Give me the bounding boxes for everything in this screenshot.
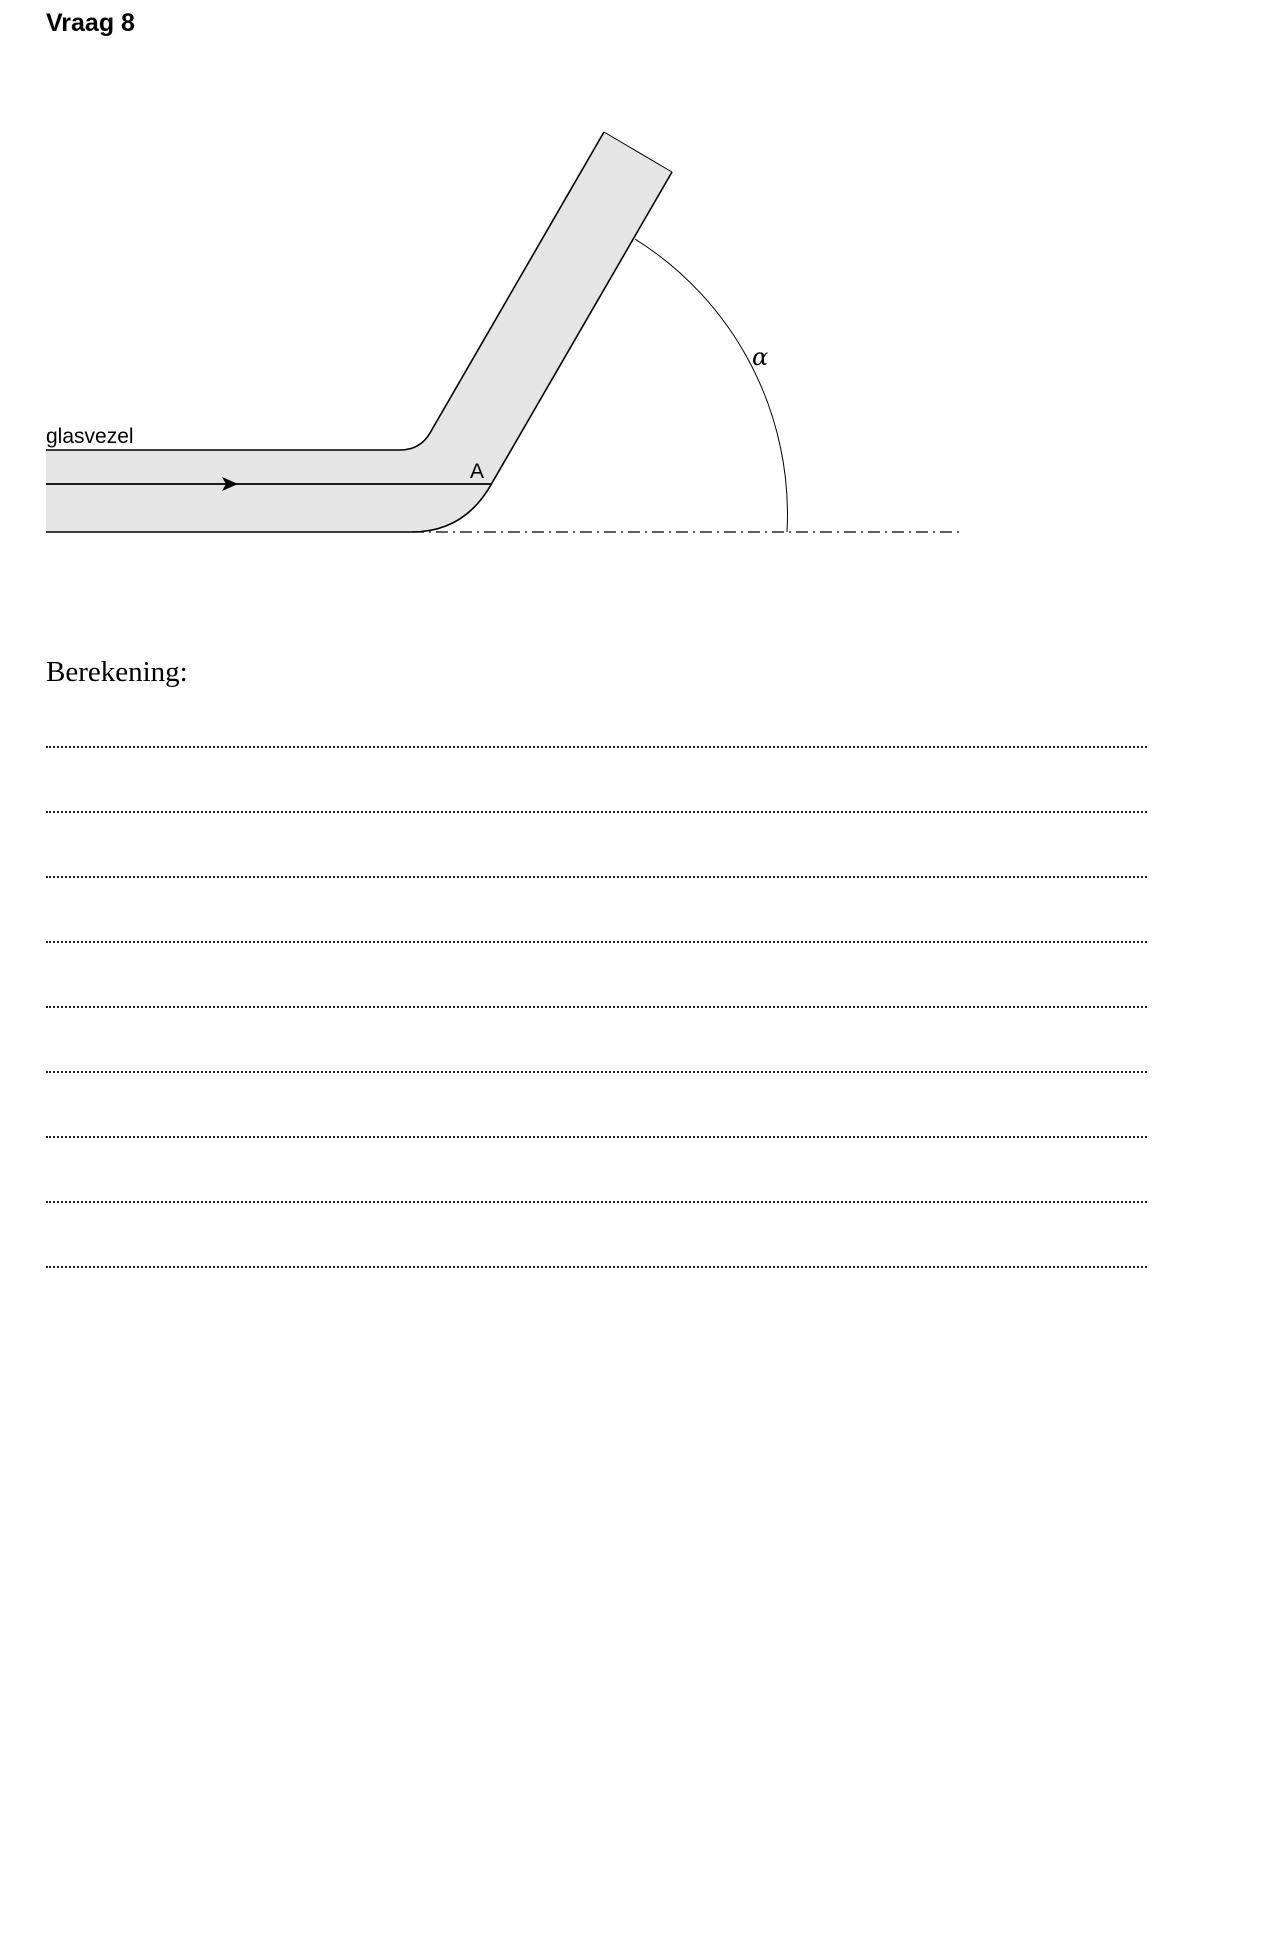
answer-line[interactable]: [46, 1006, 1147, 1008]
answer-line[interactable]: [46, 1071, 1147, 1073]
fiber-label: glasvezel: [46, 425, 134, 448]
answer-line[interactable]: [46, 941, 1147, 943]
answer-line[interactable]: [46, 811, 1147, 813]
angle-alpha-label: α: [752, 343, 769, 371]
angle-arc: [635, 239, 787, 532]
question-title: Vraag 8: [46, 9, 135, 37]
answer-line[interactable]: [46, 1136, 1147, 1138]
answer-line[interactable]: [46, 1201, 1147, 1203]
answer-line[interactable]: [46, 876, 1147, 878]
answer-lines: [46, 746, 1147, 1331]
answer-line[interactable]: [46, 746, 1147, 748]
calculation-label: Berekening:: [46, 656, 188, 688]
fiber-diagram: [0, 0, 1272, 600]
answer-line[interactable]: [46, 1266, 1147, 1268]
glass-fiber-shape: [46, 132, 672, 532]
point-a-label: A: [470, 460, 485, 483]
